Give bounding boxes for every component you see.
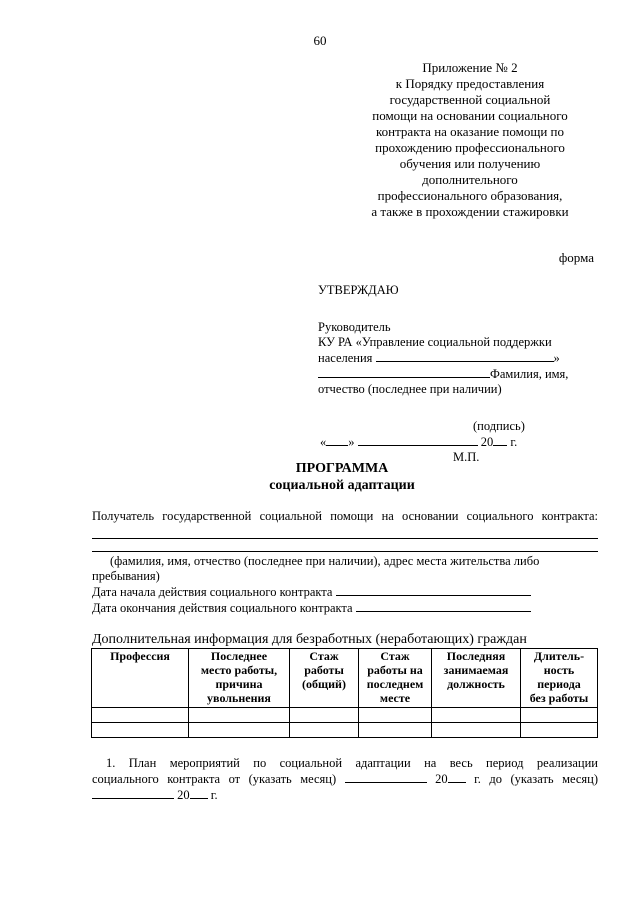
plan-to-year-prefix: 20 bbox=[177, 788, 190, 802]
year-prefix: 20 bbox=[480, 435, 494, 449]
day-blank[interactable] bbox=[326, 434, 348, 446]
table-cell[interactable] bbox=[521, 708, 598, 723]
contract-start-blank[interactable] bbox=[336, 584, 531, 596]
plan-line3 bbox=[92, 787, 598, 803]
contract-start-line bbox=[92, 584, 598, 600]
appendix-line: а также в прохождении стажировки bbox=[371, 204, 569, 219]
plan-line1: 1. План мероприятий по социальной адаптации на весь период реализации bbox=[106, 756, 598, 770]
table-cell[interactable] bbox=[432, 708, 521, 723]
contract-end-label: Дата окончания действия социального контракта bbox=[92, 601, 353, 615]
approval-org-line2 bbox=[318, 350, 598, 366]
column-header: Последнее место работы, причина увольнения bbox=[189, 649, 290, 708]
column-header: Длитель- ность периода без работы bbox=[521, 649, 598, 708]
appendix-line: дополнительного bbox=[422, 172, 518, 187]
contract-end-line bbox=[92, 600, 598, 616]
appendix-line: профессионального образования, bbox=[377, 188, 563, 203]
table-cell[interactable] bbox=[92, 708, 189, 723]
title-line2: социальной адаптации bbox=[269, 478, 415, 493]
appendix-line: обучения или получению bbox=[399, 156, 541, 171]
head-name-blank[interactable] bbox=[318, 366, 490, 378]
approval-org-line: КУ РА «Управление социальной поддержки bbox=[318, 335, 552, 349]
form-label: форма bbox=[558, 250, 594, 265]
name-caption-cont: отчество (последнее при наличии) bbox=[318, 382, 502, 396]
name-caption: Фамилия, имя, bbox=[490, 367, 569, 381]
table-cell[interactable] bbox=[92, 723, 189, 738]
year-blank[interactable] bbox=[493, 434, 507, 446]
plan-to-month-blank[interactable] bbox=[92, 787, 174, 799]
table-cell[interactable] bbox=[189, 723, 290, 738]
table-cell[interactable] bbox=[359, 723, 432, 738]
appendix-line: государственной социальной bbox=[389, 92, 551, 107]
recipient-label: Получатель государственной социальной помощи на основании социального контракта: bbox=[92, 509, 598, 523]
table-row bbox=[92, 723, 598, 738]
approval-name-line bbox=[318, 366, 598, 382]
contract-start-label: Дата начала действия социального контракта bbox=[92, 585, 333, 599]
plan-to-year-suffix: г. bbox=[210, 788, 218, 802]
month-blank[interactable] bbox=[358, 434, 478, 446]
recipient-section bbox=[92, 509, 598, 616]
appendix-line: контракта на оказание помощи по bbox=[375, 124, 565, 139]
title-line1: ПРОГРАММА bbox=[295, 461, 389, 476]
recipient-blank-line[interactable] bbox=[92, 539, 598, 552]
document-title bbox=[0, 460, 640, 494]
signature-caption: (подпись) bbox=[473, 419, 525, 433]
table-header-row bbox=[92, 649, 598, 708]
appendix-line: прохождению профессионального bbox=[375, 140, 565, 155]
approval-org-end: » bbox=[553, 351, 560, 365]
appendix-block bbox=[350, 60, 590, 220]
approval-date-line bbox=[318, 434, 598, 450]
contract-end-blank[interactable] bbox=[356, 600, 531, 612]
plan-section bbox=[92, 756, 598, 803]
plan-from-year-blank[interactable] bbox=[448, 771, 466, 783]
year-suffix: г. bbox=[510, 435, 518, 449]
appendix-line: помощи на основании социального bbox=[372, 108, 568, 123]
table-cell[interactable] bbox=[189, 708, 290, 723]
plan-to-label: г. до (указать месяц) bbox=[474, 772, 599, 786]
appendix-line: к Порядку предоставления bbox=[395, 76, 545, 91]
table-cell[interactable] bbox=[432, 723, 521, 738]
approval-head: Руководитель bbox=[318, 320, 391, 334]
approval-org-start: населения bbox=[318, 351, 373, 365]
approval-block bbox=[318, 283, 598, 465]
date-open-quote: « bbox=[320, 435, 327, 449]
plan-from-year-prefix: 20 bbox=[435, 772, 448, 786]
recipient-note: (фамилия, имя, отчество (последнее при наличии), адрес места жительства либо пребывания) bbox=[92, 554, 540, 583]
table-cell[interactable] bbox=[359, 708, 432, 723]
column-header: Стаж работы на последнем месте bbox=[359, 649, 432, 708]
recipient-blank-line[interactable] bbox=[92, 524, 598, 539]
approve-word: УТВЕРЖДАЮ bbox=[318, 283, 399, 297]
org-name-blank[interactable] bbox=[376, 350, 554, 362]
additional-info-heading: Дополнительная информация для безработных (неработающих) граждан bbox=[92, 632, 527, 647]
table-cell[interactable] bbox=[521, 723, 598, 738]
plan-from-month-blank[interactable] bbox=[345, 771, 427, 783]
stamp-label: М.П. bbox=[453, 450, 480, 464]
appendix-line: Приложение № 2 bbox=[422, 60, 518, 75]
page-number: 60 bbox=[313, 33, 327, 48]
plan-from-label: социального контракта от (указать месяц) bbox=[92, 772, 337, 786]
table-cell[interactable] bbox=[290, 708, 359, 723]
column-header: Стаж работы (общий) bbox=[290, 649, 359, 708]
plan-line2 bbox=[92, 771, 598, 787]
date-close-quote: » bbox=[348, 435, 355, 449]
column-header: Последняя занимаемая должность bbox=[432, 649, 521, 708]
table-cell[interactable] bbox=[290, 723, 359, 738]
unemployed-info-table bbox=[91, 648, 598, 738]
plan-to-year-blank[interactable] bbox=[190, 787, 208, 799]
column-header: Профессия bbox=[92, 649, 189, 708]
table-row bbox=[92, 708, 598, 723]
